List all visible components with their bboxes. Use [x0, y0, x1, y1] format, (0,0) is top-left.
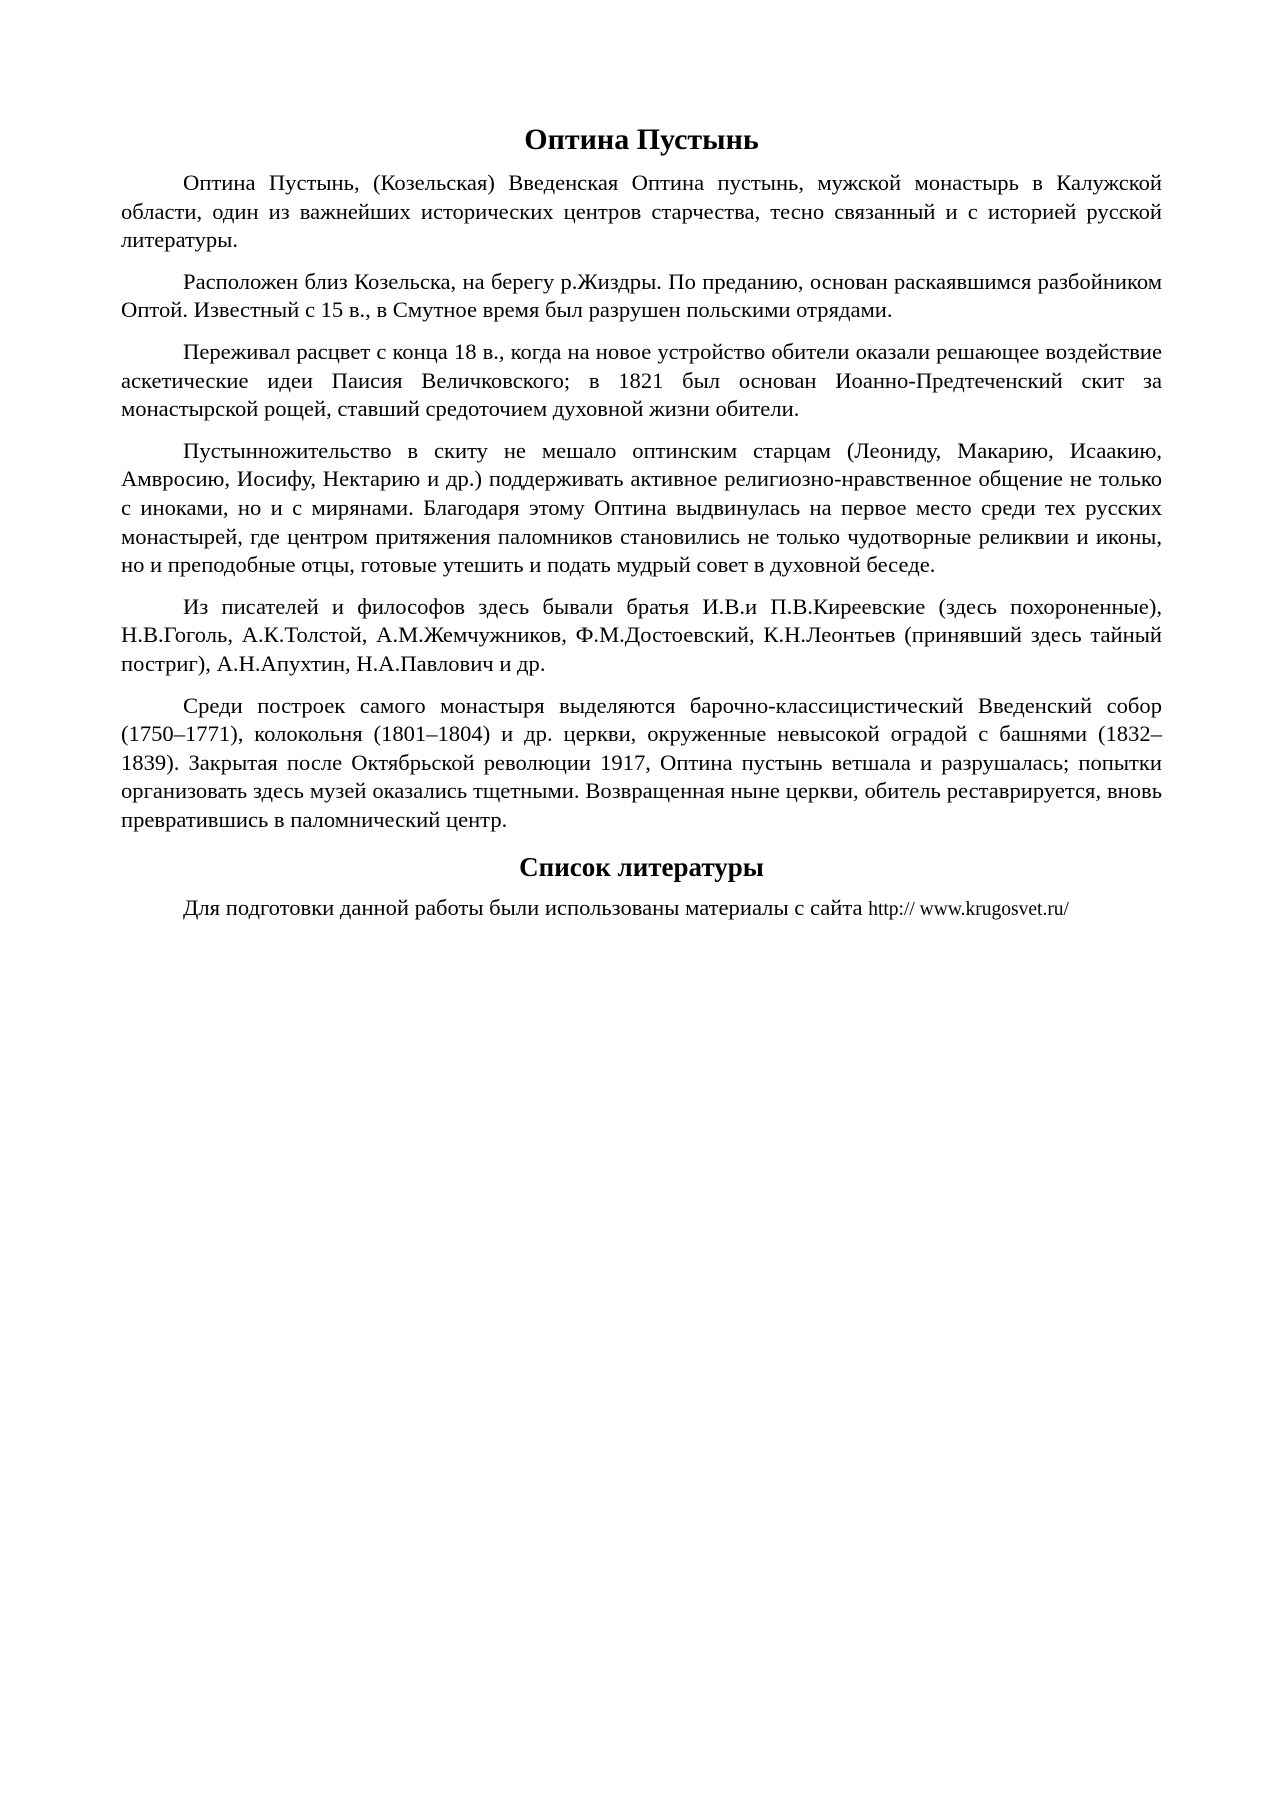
document-page: [121, 121, 1162, 938]
paragraph-location: Расположен близ Козельска, на берегу р.Жиздры. По преданию, основан раскаявшимся разбойником Оптой. Известный с 15 в., в Смутное время был разрушен польскими отрядами.: [121, 268, 1162, 323]
document-title: Оптина Пустынь: [524, 123, 759, 156]
paragraph-flourishing: Переживал расцвет с конца 18 в., когда на новое устройство обители оказали решающее воздействие аскетические идеи Паисия Величковского; в 1821 был основан Иоанно-Предтеченский скит за монастырской рощей, ставший средоточием духовной жизни обители.: [121, 338, 1162, 422]
paragraph-buildings: Среди построек самого монастыря выделяются барочно-классицистический Введенский собор (1750–1771), колокольня (1801–1804) и др. церкви, окруженные невысокой оградой с башнями (1832–1839). Закрытая после Октябрьской революции 1917, Оптина пустынь ветшала и разрушалась; попытки организовать здесь музей оказались тщетными. Возвращенная ныне церкви, обитель реставрируется, вновь превратившись в паломнический центр.: [121, 692, 1162, 832]
paragraph-writers: Из писателей и философов здесь бывали братья И.В.и П.В.Киреевские (здесь похороненные), Н.В.Гоголь, А.К.Толстой, А.М.Жемчужников, Ф.М.Достоевский, К.Н.Леонтьев (принявший здесь тайный постриг), А.Н.Апухтин, Н.А.Павлович и др.: [121, 593, 1162, 676]
bibliography-entry: [121, 894, 1162, 925]
bibliography-text: Для подготовки данной работы были использованы материалы с сайта: [183, 895, 869, 921]
bibliography-url: http:// www.krugosvet.ru/: [868, 899, 1069, 921]
paragraph-elders: Пустынножительство в скиту не мешало оптинским старцам (Леониду, Макарию, Исаакию, Амвросию, Иосифу, Нектарию и др.) поддерживать активное религиозно-нравственное общение не только с иноками, но и с мирянами. Благодаря этому Оптина выдвинулась на первое место среди тех русских монастырей, где центром притяжения паломников становились не только чудотворные реликвии и иконы, но и преподобные отцы, готовые утешить и подать мудрый совет в духовной беседе.: [121, 437, 1162, 578]
bibliography-heading: Список литературы: [519, 852, 764, 883]
paragraph-intro: Оптина Пустынь, (Козельская) Введенская Оптина пустынь, мужской монастырь в Калужской области, один из важнейших исторических центров старчества, тесно связанный и с историей русской литературы.: [121, 170, 1162, 253]
